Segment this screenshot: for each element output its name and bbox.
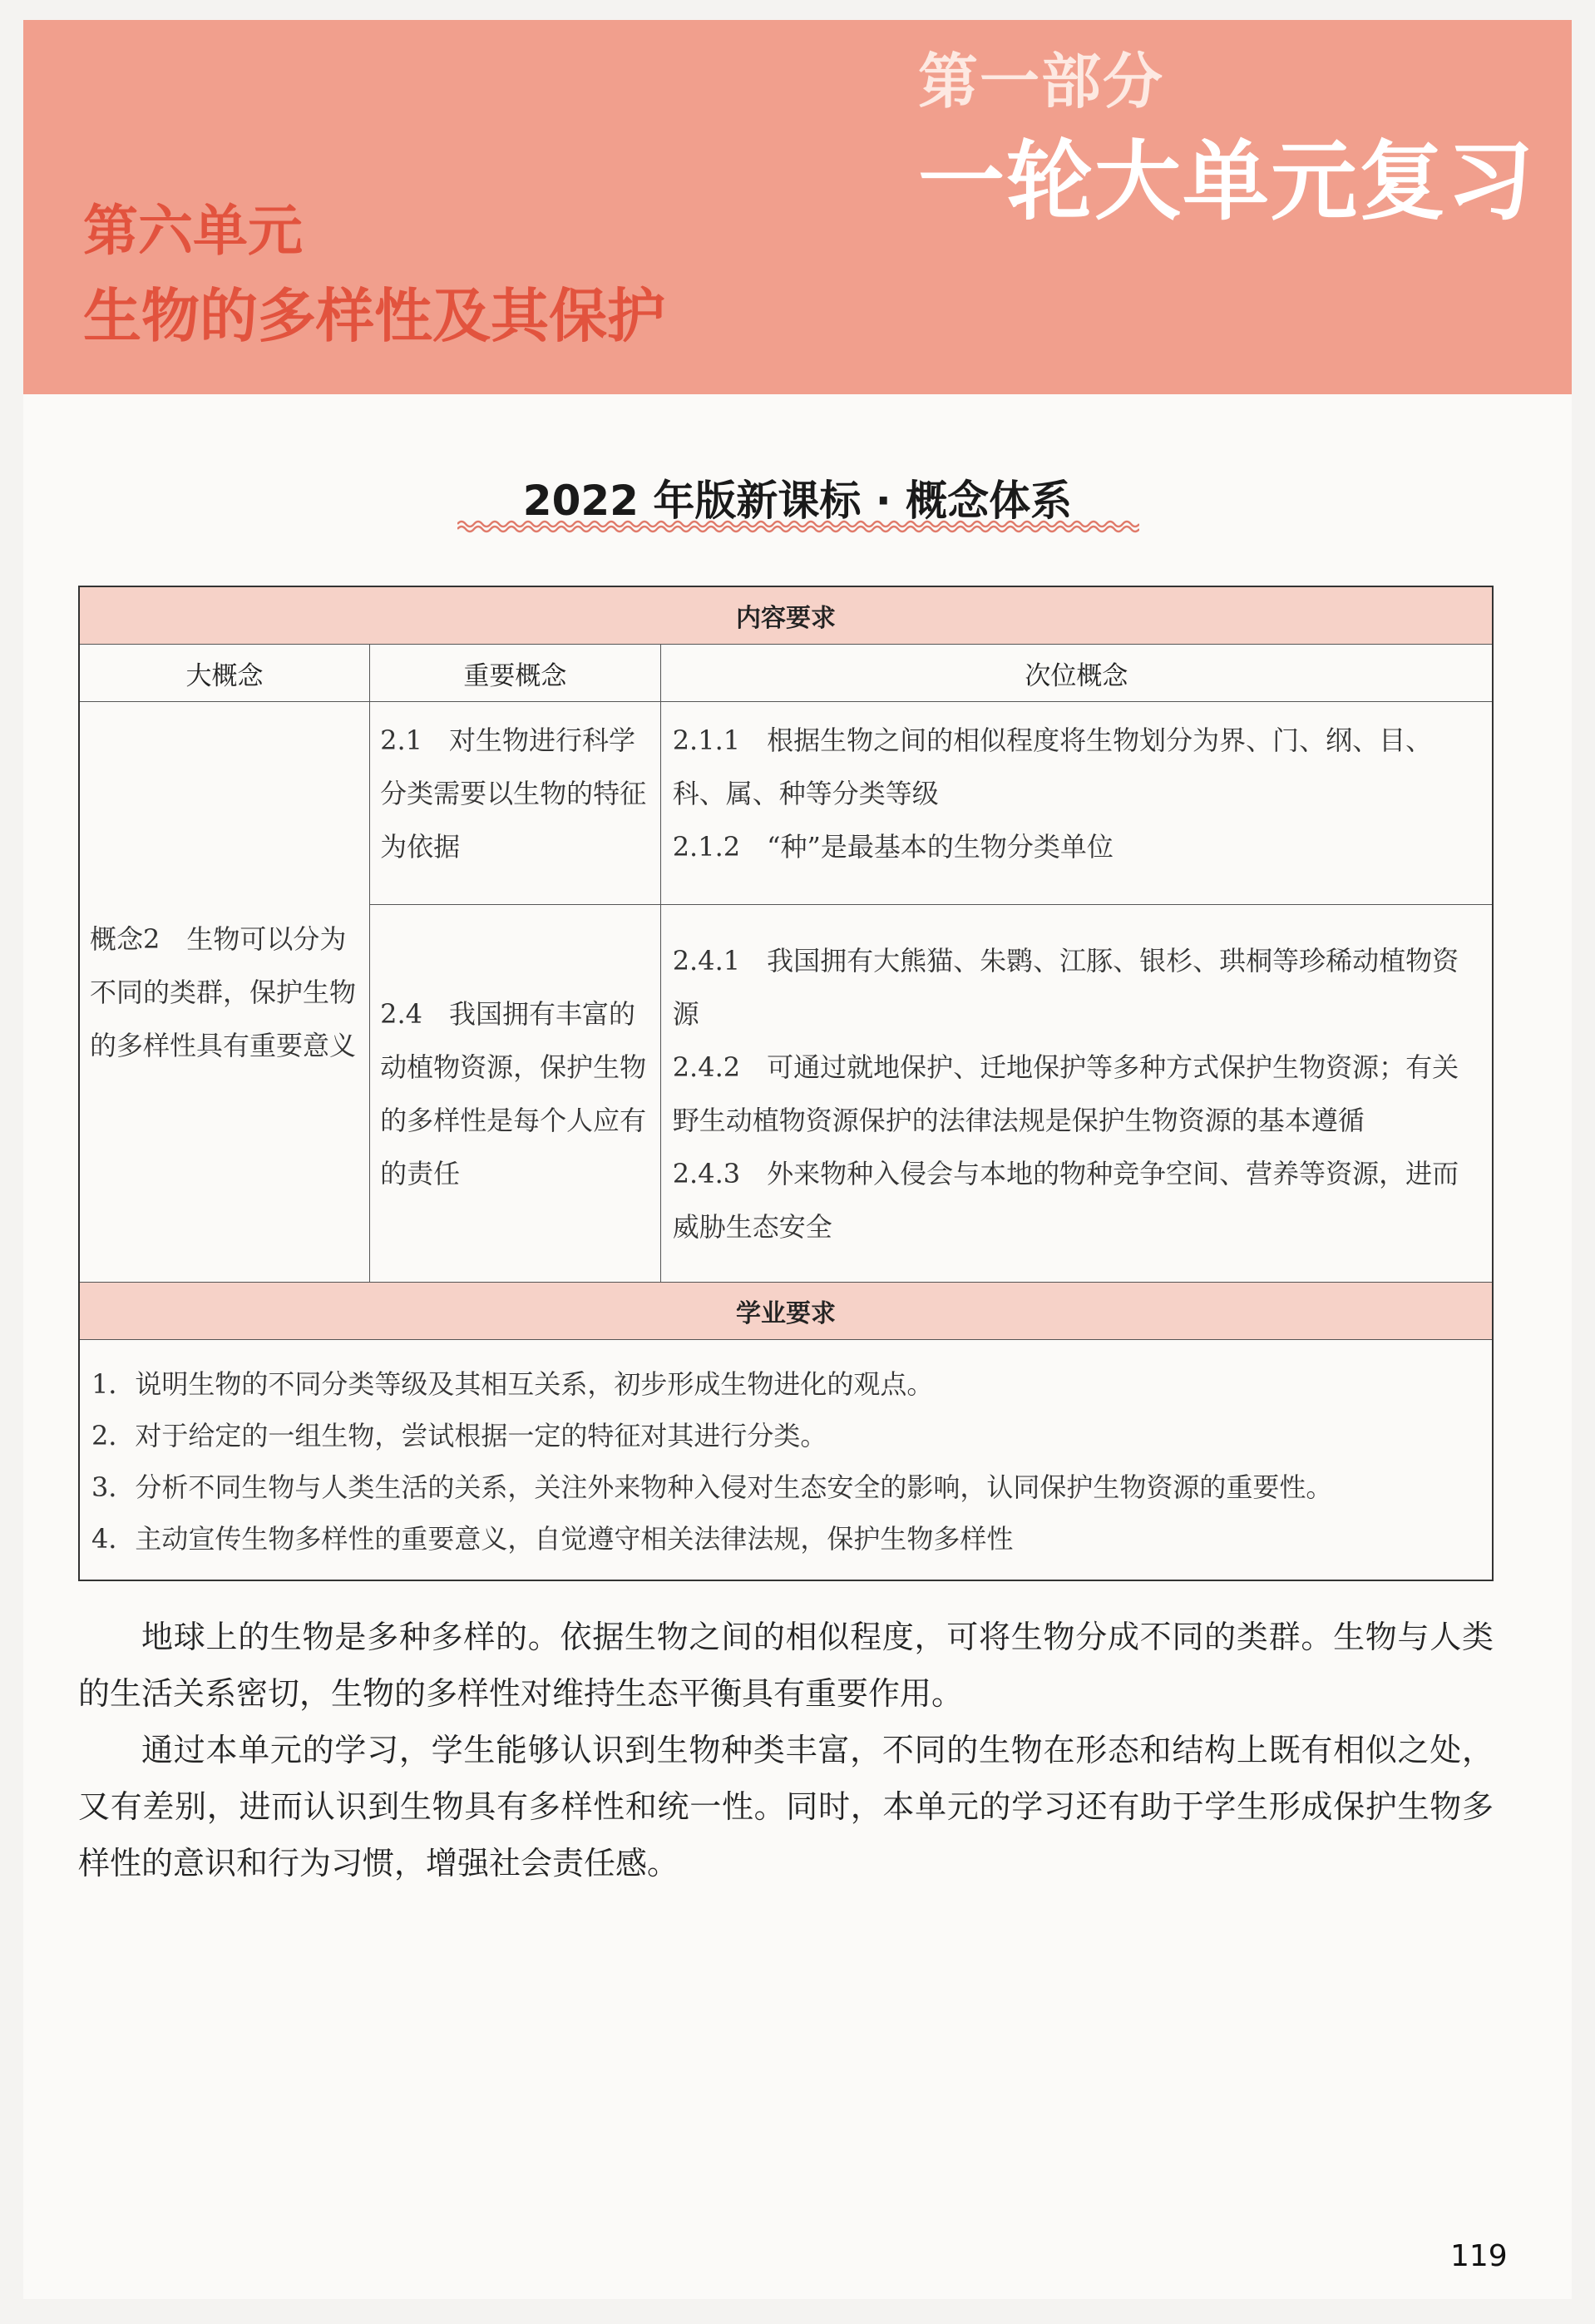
sub-concept-item: 2.1.2 “种”是最基本的生物分类单位 <box>672 831 1114 863</box>
important-concept-2-4: 2.4 我国拥有丰富的动植物资源，保护生物的多样性是每个人应有的责任 <box>370 905 661 1283</box>
page-number: 119 <box>1450 2239 1508 2273</box>
unit-label: 第六单元 <box>83 199 303 263</box>
concept-table <box>78 586 1494 1581</box>
part-title: 第一部分 <box>918 47 1165 116</box>
intro-paragraph-1: 地球上的生物是多种多样的。依据生物之间的相似程度，可将生物分成不同的类群。生物与人类的生活关系密切，生物的多样性对维持生态平衡具有重要作用。 <box>78 1619 1494 1712</box>
academic-item: 4．主动宣传生物多样性的重要意义，自觉遵守相关法律法规，保护生物多样性 <box>91 1523 1014 1555</box>
academic-requirements-header: 学业要求 <box>79 1283 1493 1340</box>
intro-paragraph-2: 通过本单元的学习，学生能够认识到生物种类丰富，不同的生物在形态和结构上既有相似之处，又有差别，进而认识到生物具有多样性和统一性。同时，本单元的学习还有助于学生形成保护生物多样性的意识和行为习惯，增强社会责任感。 <box>78 1732 1494 1881</box>
col-header-sub-concept: 次位概念 <box>660 645 1493 702</box>
sub-concept-item: 2.4.2 可通过就地保护、迁地保护等多种方式保护生物资源；有关野生动植物资源保护的法律法规是保护生物资源的基本遵循 <box>672 1051 1459 1136</box>
content-requirements-header: 内容要求 <box>79 586 1493 645</box>
col-header-important-concept: 重要概念 <box>370 645 661 702</box>
col-header-big-concept: 大概念 <box>79 645 370 702</box>
sub-concept-item: 2.1.1 根据生物之间的相似程度将生物划分为界、门、纲、目、科、属、种等分类等级 <box>672 724 1433 809</box>
sub-concept-item: 2.4.1 我国拥有大熊猫、朱鹮、江豚、银杉、珙桐等珍稀动植物资源 <box>672 944 1459 1030</box>
chapter-banner <box>23 20 1572 394</box>
page <box>23 20 1572 2299</box>
big-concept-cell: 概念2 生物可以分为不同的类群，保护生物的多样性具有重要意义 <box>79 702 370 1283</box>
academic-item: 2．对于给定的一组生物，尝试根据一定的特征对其进行分类。 <box>91 1420 827 1451</box>
academic-item: 3．分析不同生物与人类生活的关系，关注外来物种入侵对生态安全的影响，认同保护生物资源的重要性。 <box>91 1471 1333 1503</box>
sub-concept-cell-2-1 <box>660 702 1493 905</box>
wavy-underline <box>457 517 1139 534</box>
unit-title: 生物的多样性及其保护 <box>83 282 665 350</box>
section-title: 2022 年版新课标 · 概念体系 <box>522 477 1073 525</box>
important-concept-2-1: 2.1 对生物进行科学分类需要以生物的特征为依据 <box>370 702 661 905</box>
sub-concept-item: 2.4.3 外来物种入侵会与本地的物种竞争空间、营养等资源，进而威胁生态安全 <box>672 1157 1459 1243</box>
review-title: 一轮大单元复习 <box>918 131 1536 232</box>
academic-requirements-list <box>79 1340 1493 1581</box>
academic-item: 1．说明生物的不同分类等级及其相互关系，初步形成生物进化的观点。 <box>91 1368 934 1400</box>
sub-concept-cell-2-4 <box>660 905 1493 1283</box>
